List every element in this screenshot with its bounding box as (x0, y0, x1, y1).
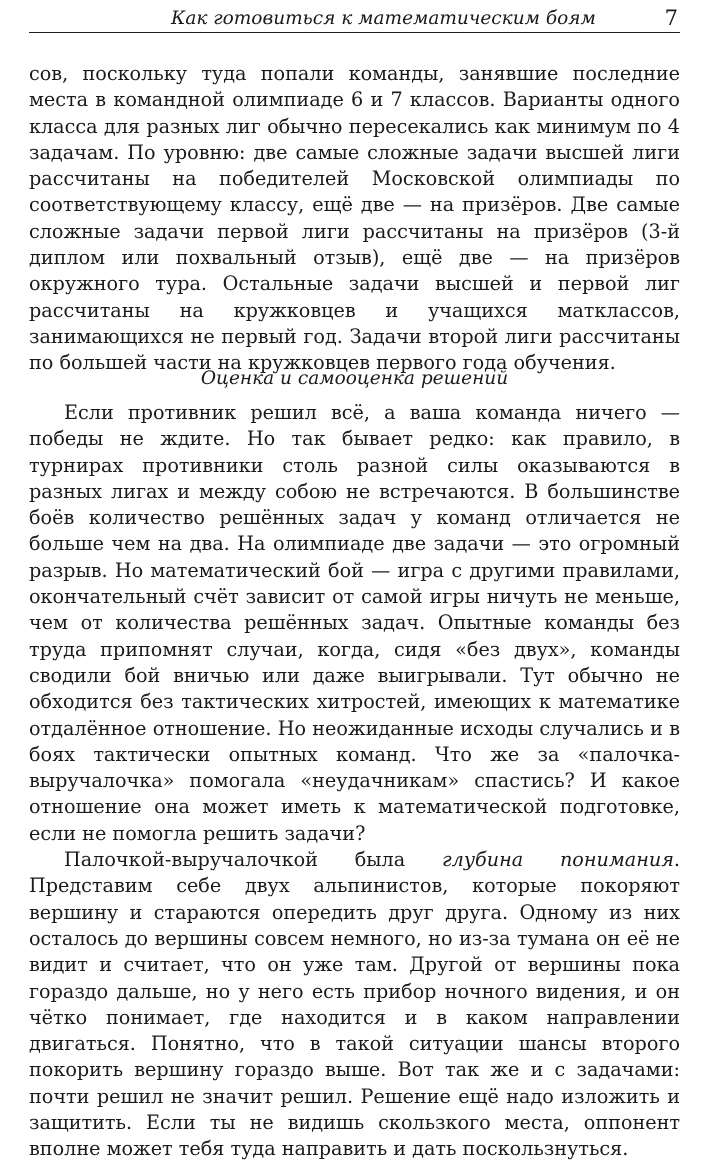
paragraph-depth-of-understanding (29, 847, 680, 1163)
running-header (29, 4, 680, 33)
emphasis-term: глубина понимания (441, 848, 674, 872)
paragraph-evaluation: Если противник решил всё, а ваша команда ничего — победы не ждите. Но так бывает редко: как правило, в турнирах противники столь разной силы оказываются в разных лигах и между собою не встречаются. В большинстве боёв количество решённых задач у команд отличается не больше чем на два. На олимпиаде две задачи — это огромный разрыв. Но математический бой — игра с другими правилами, окончательный счёт зависит от самой игры ничуть не меньше, чем от количества решённых задач. Опытные команды без труда припомнят случаи, когда, сидя «без двух», команды сводили бой вничью или даже выигрывали. Тут обычно не обходится без тактических хитростей, имеющих к математике отдалённое отношение. Но неожиданные исходы случались и в боях тактически опытных команд. Что же за «палочка-выручалочка» помогала «неудачникам» спастись? И какое отношение она может иметь к математической подготовке, если не помогла решить задачи? (29, 401, 680, 845)
running-title: Как готовиться к математическим боям (171, 8, 596, 29)
paragraph-continued: сов, поскольку туда попали команды, занявшие последние места в командной олимпиаде 6 и 7 классов. Варианты одного класса для разных лиг обычно пересекались как минимум по 4 задачам. По уровню: две самые сложные задачи высшей лиги рассчитаны на победителей Московской олимпиады по соответствующему классу, ещё две — на призёров. Две самые сложные задачи первой лиги рассчитаны на призёров (3-й диплом или похвальный отзыв), ещё две — на призёров окружного тура. Остальные задачи высшей и первой лиг рассчитаны на кружковцев и учащихся матклассов, занимающихся не первый год. Задачи второй лиги рассчитаны по большей части на кружковцев первого года обучения. (29, 62, 680, 375)
section-heading: Оценка и самооценка решений (200, 368, 509, 389)
paragraph-3-start: Палочкой-выручалочкой была (64, 848, 442, 872)
text-block-top (29, 61, 680, 377)
book-page (29, 0, 681, 1161)
page-number: 7 (664, 6, 678, 30)
paragraph-3-rest: . Представим себе двух альпинистов, которые покоряют вершину и стараются опередить друг друга. Одному из них осталось до вершины совсем немного, но из-за тумана он её не видит и считает, что он уже там. Другой от вершины пока гораздо дальше, но у него есть прибор ночного видения, и он чётко понимает, где находится и в каком направлении двигаться. Понятно, что в такой ситуации шансы второго покорить вершину гораздо выше. Вот так же и с задачами: почти решил не значит решил. Решение ещё надо изложить и защитить. Если ты не видишь скользкого места, оппонент вполне может тебя туда направить и дать поскользнуться. (29, 848, 681, 1161)
text-block-main (29, 400, 680, 1163)
